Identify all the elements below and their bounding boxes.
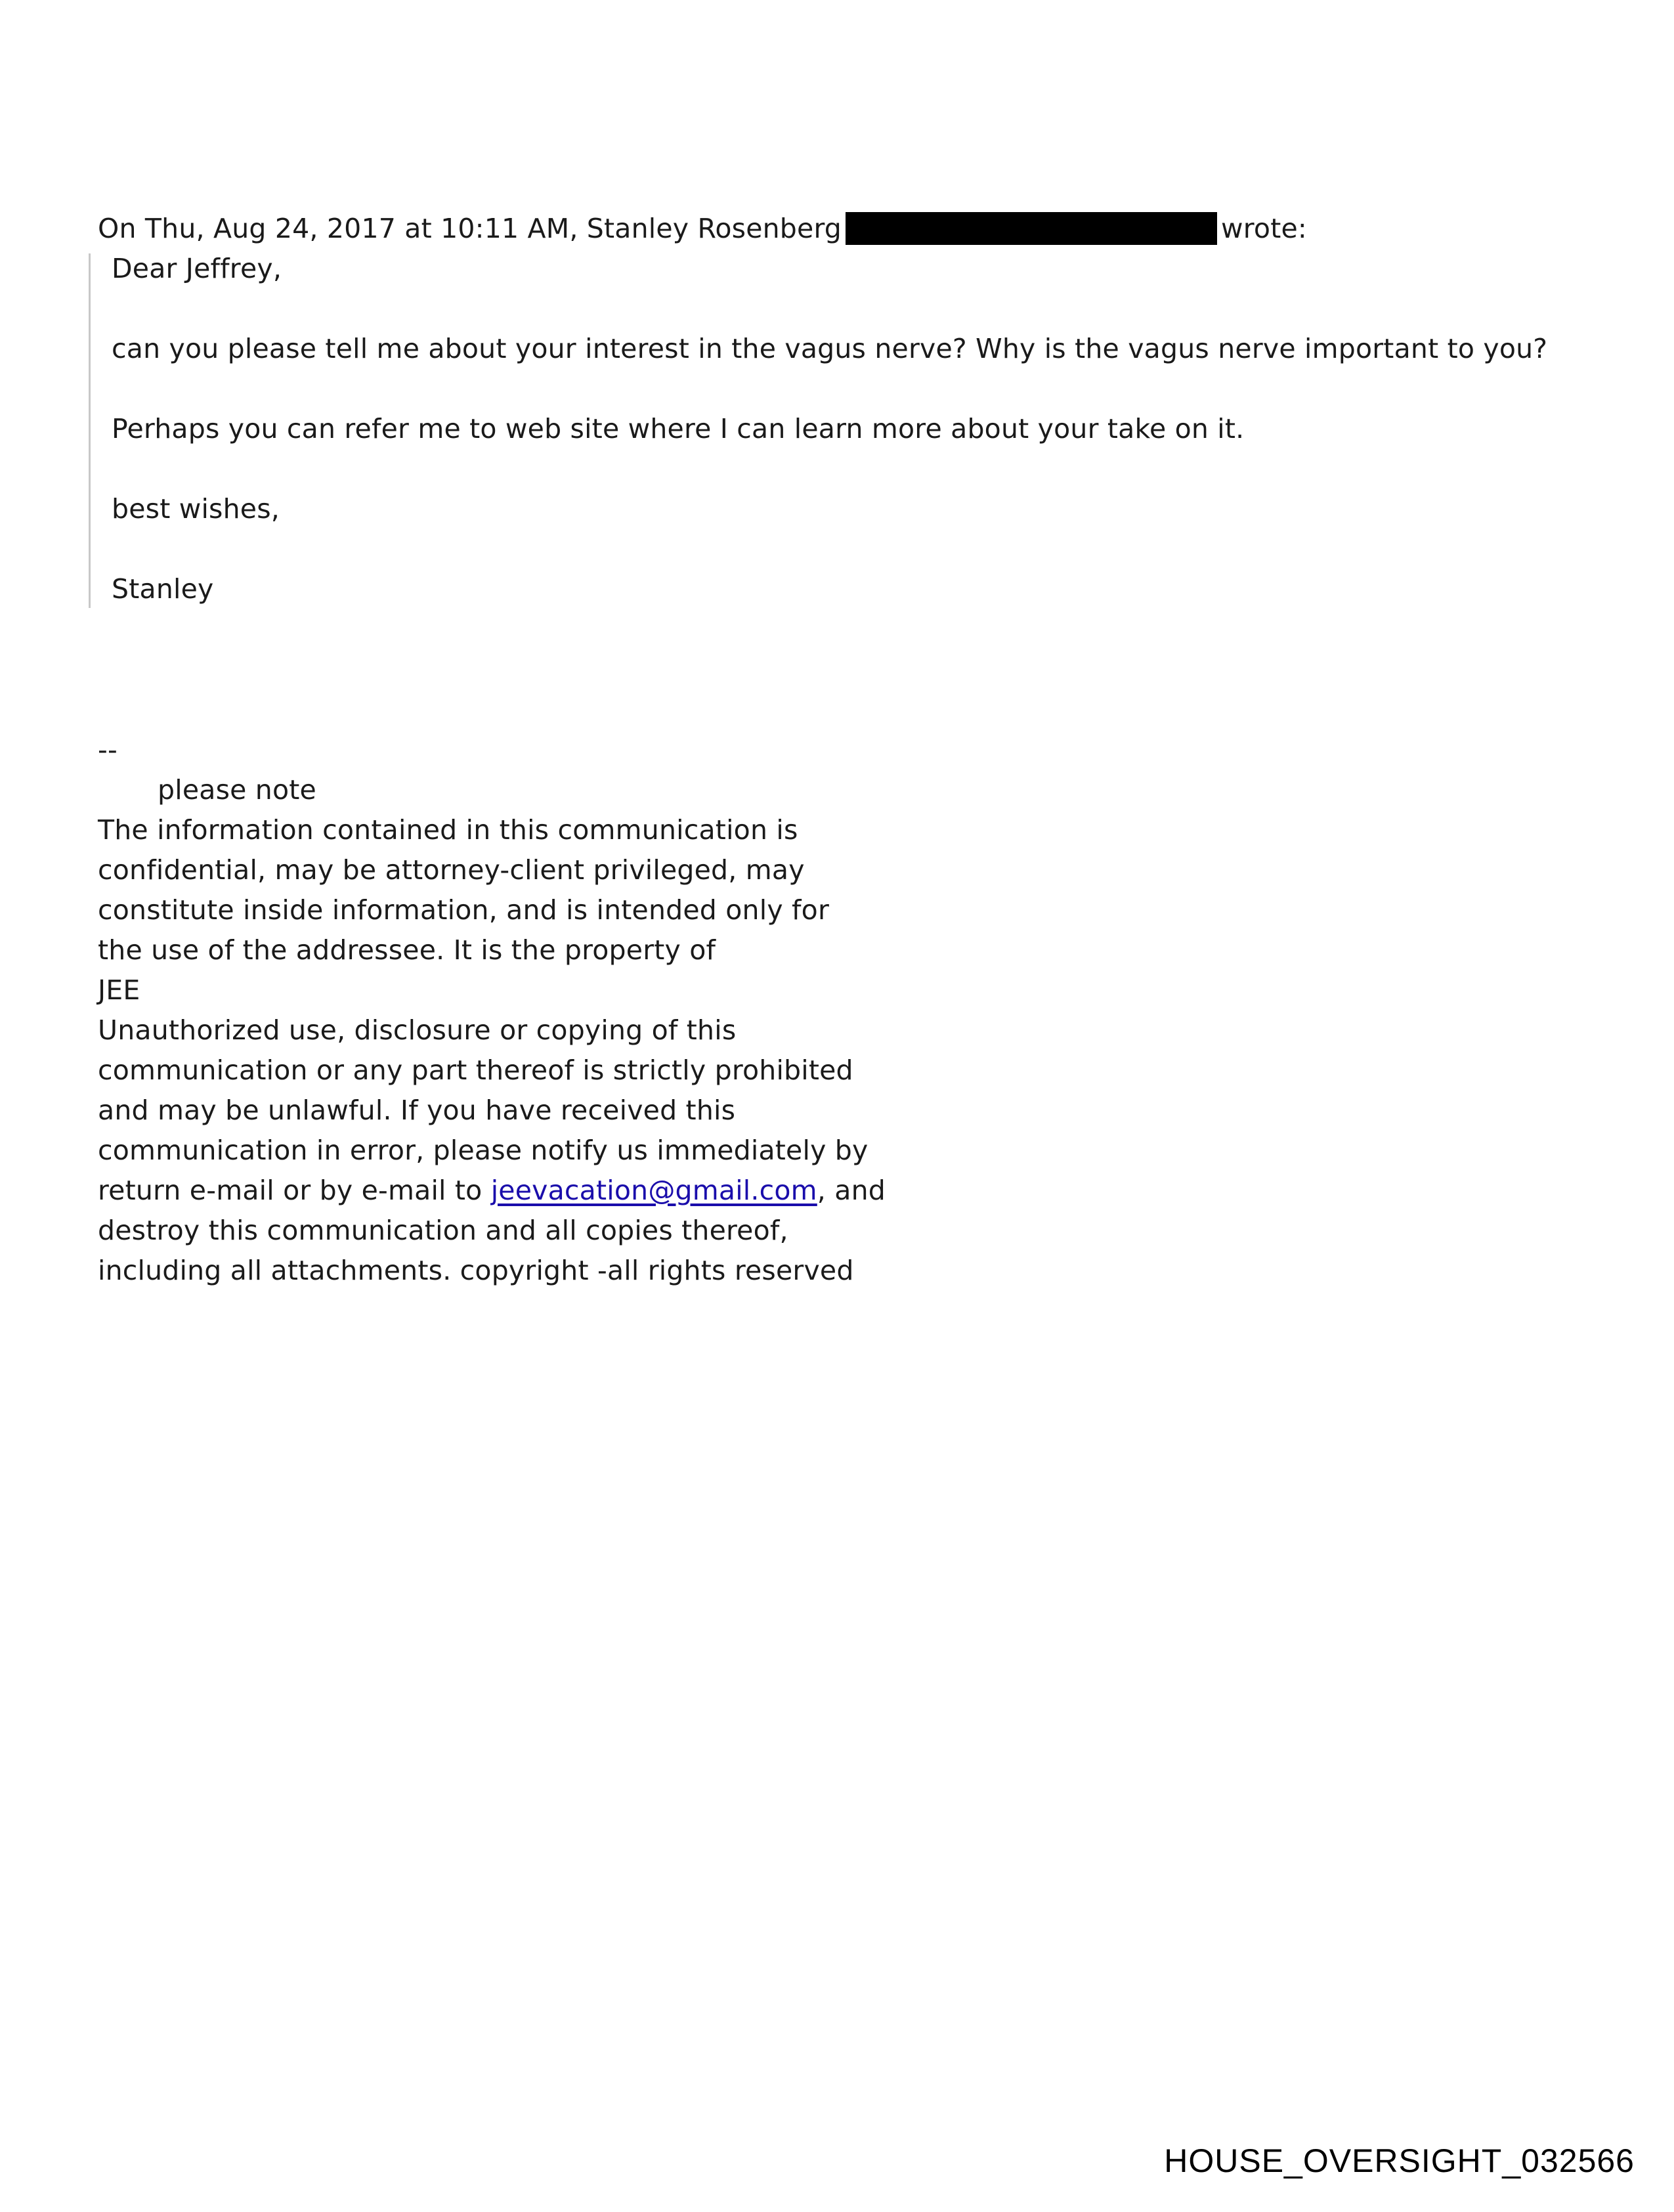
footer-line: destroy this communication and all copies thereof, xyxy=(98,1215,788,1246)
email-line-prefix: return e-mail or by e-mail to xyxy=(98,1175,491,1206)
closing: best wishes, xyxy=(112,493,280,525)
quote-bar xyxy=(89,253,91,608)
confidentiality-footer xyxy=(98,730,1017,1291)
signature-separator: -- xyxy=(98,734,118,766)
redacted-email-block xyxy=(846,212,1217,245)
reply-header-suffix: wrote: xyxy=(1221,213,1307,244)
footer-line: communication or any part thereof is strictly prohibited xyxy=(98,1054,853,1086)
footer-line: Unauthorized use, disclosure or copying of this xyxy=(98,1014,737,1046)
footer-email-line xyxy=(98,1171,1017,1211)
footer-line: and may be unlawful. If you have received this xyxy=(98,1095,736,1126)
footer-line: The information contained in this communication is xyxy=(98,814,798,846)
greeting: Dear Jeffrey, xyxy=(112,253,282,284)
note-heading: please note xyxy=(158,774,316,806)
reply-header-prefix: On Thu, Aug 24, 2017 at 10:11 AM, Stanley Rosenberg xyxy=(98,213,842,244)
email-line-suffix: , and xyxy=(817,1175,886,1206)
footer-line: JEE xyxy=(98,974,140,1006)
footer-line: including all attachments. copyright -all rights reserved xyxy=(98,1255,854,1286)
footer-line: communication in error, please notify us immediately by xyxy=(98,1135,869,1166)
reply-header xyxy=(98,209,1307,249)
message-paragraph-1: can you please tell me about your interest in the vagus nerve? Why is the vagus nerve important to you? xyxy=(112,333,1548,364)
footer-line: the use of the addressee. It is the property of xyxy=(98,934,716,966)
email-link[interactable]: jeevacation@gmail.com xyxy=(490,1175,817,1206)
footer-line: confidential, may be attorney-client privileged, may xyxy=(98,854,805,886)
quoted-message xyxy=(112,249,1556,609)
bates-number: HOUSE_OVERSIGHT_032566 xyxy=(1164,2142,1635,2179)
footer-line: constitute inside information, and is intended only for xyxy=(98,894,829,926)
signature: Stanley xyxy=(112,573,214,605)
message-paragraph-2: Perhaps you can refer me to web site where I can learn more about your take on it. xyxy=(112,413,1245,445)
